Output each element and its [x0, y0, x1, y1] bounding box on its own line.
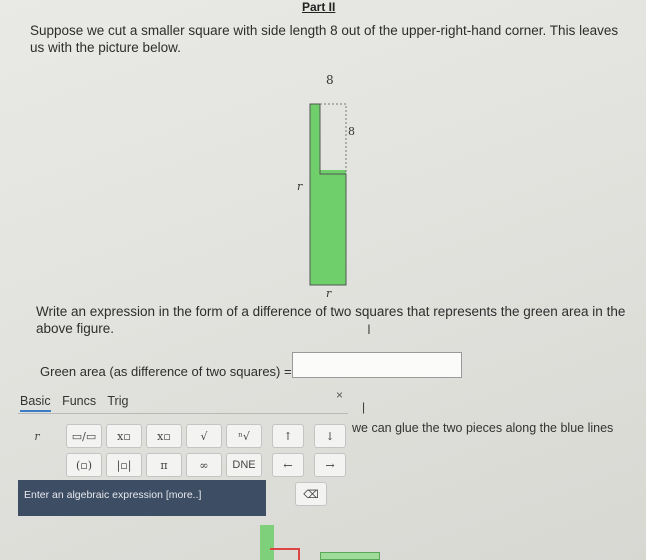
cursor-bar-icon: |: [362, 400, 366, 414]
side-note: we can glue the two pieces along the blue lines: [352, 421, 614, 435]
figure-side-label: 8: [348, 125, 355, 138]
key-pi[interactable]: π: [146, 453, 182, 477]
close-icon[interactable]: ×: [336, 388, 344, 402]
text-cursor-icon: I: [367, 321, 371, 337]
key-fraction[interactable]: ▭/▭: [66, 424, 102, 448]
key-infinity[interactable]: ∞: [186, 453, 222, 477]
partial-figure-green-2: [320, 552, 380, 560]
key-down-arrow[interactable]: ↓: [314, 424, 346, 448]
key-parentheses[interactable]: (▫): [66, 453, 102, 477]
key-r[interactable]: r: [34, 429, 40, 443]
key-backspace-icon[interactable]: ⌫: [295, 482, 327, 506]
key-up-arrow[interactable]: ↑: [272, 424, 304, 448]
key-power[interactable]: x▫: [106, 424, 142, 448]
tab-funcs[interactable]: Funcs: [62, 394, 97, 408]
figure-left-label: r: [297, 180, 303, 193]
keypad-tabs: [20, 394, 136, 408]
key-left-arrow[interactable]: ←: [272, 453, 304, 477]
answer-label: Green area (as difference of two squares) =: [40, 364, 292, 379]
part-title: Part II: [302, 0, 336, 14]
tab-trig[interactable]: Trig: [107, 394, 129, 408]
figure-top-label: 8: [326, 73, 334, 87]
intro-text: Suppose we cut a smaller square with side length 8 out of the upper-right-hand corner. This leaves us with the picture below.: [30, 23, 619, 55]
answer-field-container[interactable]: [292, 352, 462, 378]
green-region-bottom: [310, 170, 346, 285]
tab-basic[interactable]: Basic: [20, 394, 51, 412]
key-right-arrow[interactable]: →: [314, 453, 346, 477]
tab-divider: [18, 413, 348, 414]
key-nth-root[interactable]: ⁿ√: [226, 424, 262, 448]
partial-figure-red-line: [270, 548, 300, 560]
green-region-left-strip: [310, 104, 320, 174]
enter-expression-hint[interactable]: Enter an algebraic expression [more..]: [18, 480, 266, 516]
question-text: Write an expression in the form of a difference of two squares that represents the green area in the above figure.: [36, 304, 626, 336]
cut-square-outline: [320, 104, 346, 174]
key-sqrt[interactable]: √: [186, 424, 222, 448]
key-dne[interactable]: DNE: [226, 453, 262, 477]
figure-bottom-label: r: [326, 287, 332, 300]
answer-input[interactable]: [293, 353, 461, 377]
key-absolute-value[interactable]: |▫|: [106, 453, 142, 477]
key-subscript[interactable]: x▫: [146, 424, 182, 448]
